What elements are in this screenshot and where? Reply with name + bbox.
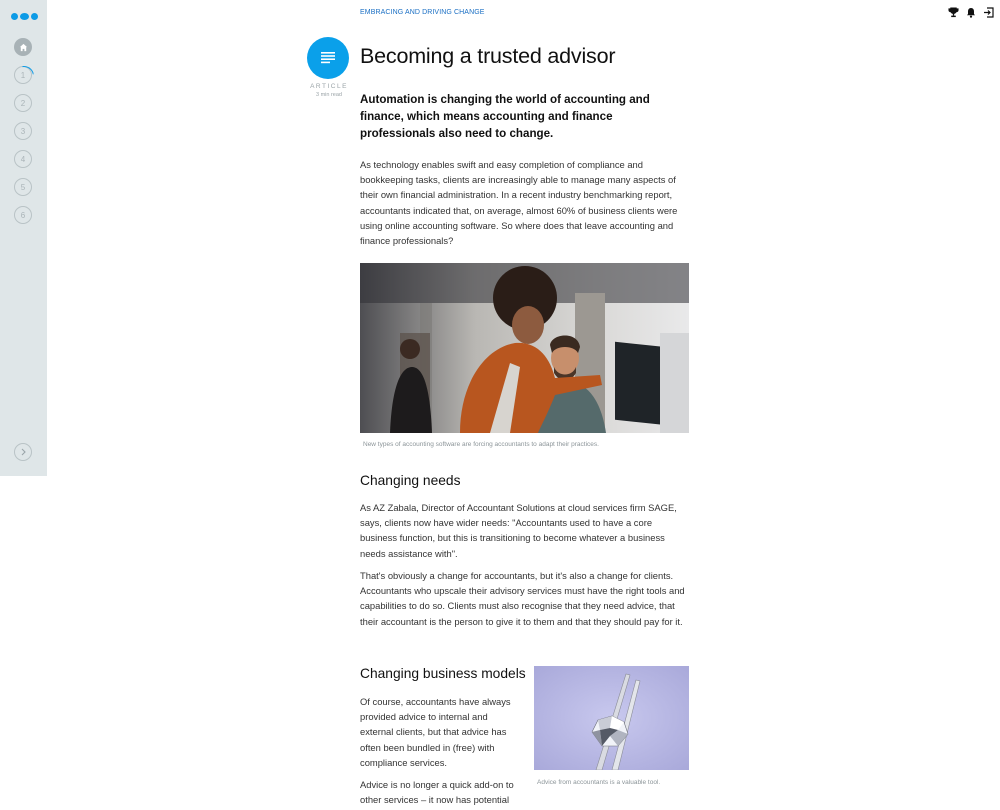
brand-dots-icon[interactable] bbox=[11, 13, 38, 20]
article-lead: Automation is changing the world of accounting and finance, which means accounting and finance professionals also need to change. bbox=[360, 93, 650, 140]
step-number: 2 bbox=[20, 98, 26, 108]
image-caption: New types of accounting software are forcing accountants to adapt their practices. bbox=[363, 441, 599, 448]
header-actions bbox=[948, 7, 994, 18]
step-number: 3 bbox=[20, 126, 26, 136]
read-time: 3 min read bbox=[316, 92, 342, 98]
article-type-badge bbox=[307, 37, 349, 79]
article-lines-icon bbox=[320, 51, 336, 65]
step-number: 6 bbox=[20, 210, 26, 220]
breadcrumb[interactable]: EMBRACING AND DRIVING CHANGE bbox=[360, 9, 485, 16]
step-2-button[interactable] bbox=[14, 94, 32, 112]
step-5-button[interactable] bbox=[14, 178, 32, 196]
article-type-label: ARTICLE bbox=[310, 83, 348, 90]
chevron-right-icon[interactable] bbox=[14, 443, 32, 461]
section1-paragraph-1: As AZ Zabala, Director of Accountant Solutions at cloud services firm SAGE, says, clients now have wider needs: "Accountants used to have a core business function, but this is transitioning to become whatever a business needs assistance with". bbox=[360, 502, 677, 559]
step-number: 1 bbox=[20, 70, 26, 80]
intro-paragraph: As technology enables swift and easy completion of compliance and bookkeeping tasks, clients are increasingly able to manage many aspects of their own financial administration. In a recent industry benchmarking report, accountants indicated that, on average, almost 60% of business clients were using online accounting software. So where does that leave accounting and finance professionals? bbox=[360, 159, 678, 247]
section2-paragraph-1: Of course, accountants have always provided advice to internal and external clients, but that advice has often been bundled in (free) with compliance services. bbox=[360, 696, 511, 768]
step-3-button[interactable] bbox=[14, 122, 32, 140]
office-photo bbox=[360, 263, 689, 433]
bell-icon[interactable] bbox=[966, 7, 976, 18]
section1-paragraph-2: That's obviously a change for accountants, but it's also a change for clients. Accountants who upscale their advisory services must have the right tools and capabilities to do so. Clients must also recognise that they need advice, that their accountant is the person to give it to them and that they should pay for it. bbox=[360, 570, 685, 627]
step-6-button[interactable] bbox=[14, 206, 32, 224]
section-heading-changing-business-models: Changing business models bbox=[360, 666, 526, 681]
trophy-icon[interactable] bbox=[948, 7, 959, 18]
home-icon[interactable] bbox=[14, 38, 32, 56]
section2-paragraph-2: Advice is no longer a quick add-on to other services – it now has potential bbox=[360, 779, 514, 806]
diamond-photo bbox=[534, 666, 689, 770]
step-4-button[interactable] bbox=[14, 150, 32, 168]
image-caption: Advice from accountants is a valuable tool. bbox=[537, 779, 661, 786]
step-1-button[interactable] bbox=[14, 66, 32, 84]
logout-icon[interactable] bbox=[983, 7, 994, 18]
step-number: 5 bbox=[20, 182, 26, 192]
page-title: Becoming a trusted advisor bbox=[360, 44, 616, 68]
course-sidebar bbox=[0, 0, 47, 476]
section-heading-changing-needs: Changing needs bbox=[360, 473, 461, 488]
step-number: 4 bbox=[20, 154, 26, 164]
